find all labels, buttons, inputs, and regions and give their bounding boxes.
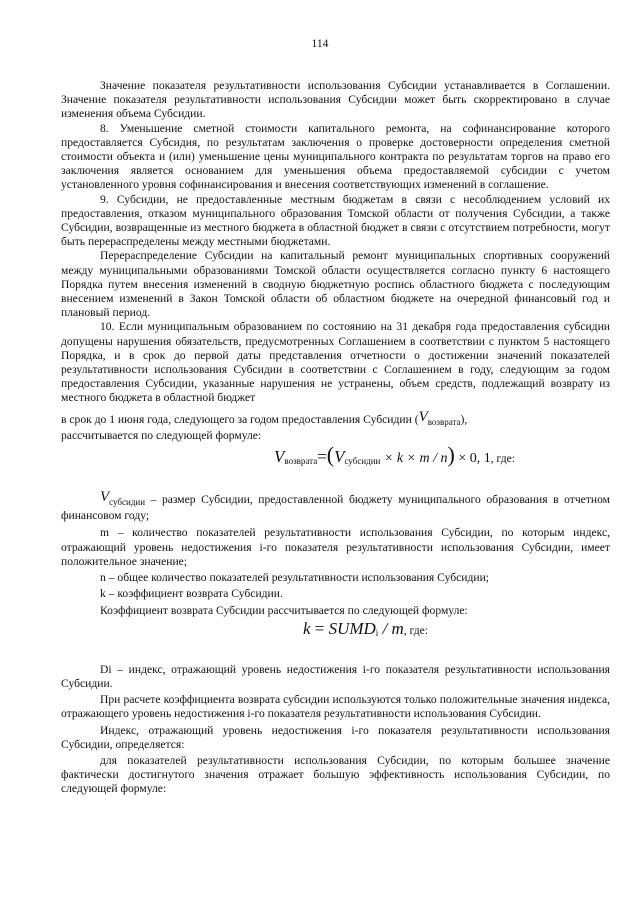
formula2-lhs: k xyxy=(302,618,311,638)
paragraph-greater-value: для показателей результативности использования Субсидии, по которым большее значение фактически достигнутого значения отражает большую эффективность использования Субсидии, по следующей формуле: xyxy=(61,753,610,796)
formula-return-coefficient xyxy=(61,618,610,644)
formula1-rparen: ) xyxy=(447,442,455,468)
paragraph-formula-intro: рассчитывается по следующей формуле: xyxy=(61,428,262,442)
paragraph-redistribution: Перераспределение Субсидии на капитальный ремонт муниципальных спортивных сооружений между муниципальными образованиями Томской области осуществляется согласно пункту 6 настоящего Порядка путем внесения изменений в сводную бюджетную роспись областного бюджета с последующим внесением изменений в Закон Томской области об областном бюджете на очередной финансовый год и плановый период. xyxy=(61,249,610,320)
definition-k: k – коэффициент возврата Субсидии. xyxy=(100,587,283,601)
definition-n: n – общее количество показателей результативности использования Субсидии; xyxy=(100,571,490,585)
deadline-text: в срок до 1 июня года, следующего за годом предоставления Субсидии ( xyxy=(61,412,419,426)
def-v-symbol: V xyxy=(100,489,110,506)
paragraph-coefficient-intro: Коэффициент возврата Субсидии рассчитывается по следующей формуле: xyxy=(100,603,468,617)
formula1-lhs-v: V xyxy=(274,447,285,467)
formula2-sum: SUMD xyxy=(328,618,376,638)
def-v-subscript: субсидии xyxy=(109,497,146,508)
v-return-symbol: V xyxy=(418,408,428,425)
formula2-rest: / m xyxy=(378,618,404,638)
page-number: 114 xyxy=(311,37,329,50)
document-body xyxy=(61,79,610,797)
formula1-where: , где: xyxy=(490,452,515,466)
v-return-subscript: возврата xyxy=(427,416,461,427)
formula1-lparen: ( xyxy=(326,442,335,468)
formula1-rest: × k × m / n xyxy=(380,451,448,467)
paragraph-indicator-value: Значение показателя результативности использования Субсидии устанавливается в Соглашении. Значение показателя результативности использования Субсидии может быть скорректировано в случае изменения объема Субсидии. xyxy=(61,79,610,121)
formula1-eq: = xyxy=(317,447,327,467)
definition-v-subsidy xyxy=(61,490,610,523)
formula1-v: V xyxy=(334,447,345,467)
paragraph-item-9: 9. Субсидии, не предоставленные местным бюджетам в связи с несоблюдением условий их предоставления, отказом муниципального образования Томской области от получения Субсидии, а также Субсидии, возвращенные из местного бюджета в областной бюджет в связи с отсутствием потребности, могут быть перераспределены между местными бюджетами. xyxy=(61,192,610,249)
paragraph-item-8: 8. Уменьшение сметной стоимости капитального ремонта, на софинансирование которого предоставляется Субсидия, по результатам заключения о проверке достоверности определения сметной стоимости объекта и (или) уменьшение цены муниципального контракта по результатам торгов на право его заключения является основанием для уменьшения объема предоставляемой субсидии с учетом установленного уровня софинансирования и внесения соответствующих изменений в соглашение. xyxy=(61,121,610,192)
formula2-where: , где: xyxy=(403,623,429,637)
definition-m: m – количество показателей результативности использования Субсидии, по которым индекс, отражающий уровень недостижения i-го показателя результативности использования Субсидии, имеет положительное значение; xyxy=(61,526,610,568)
paragraph-item-10-deadline xyxy=(61,410,610,429)
formula2-eq: = xyxy=(310,618,329,638)
definition-di: Di – индекс, отражающий уровень недостижения i-го показателя результативности использования Субсидии. xyxy=(61,662,610,690)
formula2-sub-i: i xyxy=(375,627,379,638)
formula1-tail: × 0, 1 xyxy=(454,451,491,467)
paragraph-positive-values: При расчете коэффициента возврата субсидии используются только положительные значения индекса, отражающего уровень недостижения i-го показателя результативности использования Субсидии. xyxy=(61,693,610,721)
def-v-text: – размер Субсидии, предоставленной бюджету муниципального образования в отчетном финансовом году; xyxy=(61,493,610,523)
paragraph-index-defined: Индекс, отражающий уровень недостижения i-го показателя результативности использования Субсидии, определяется: xyxy=(61,723,610,751)
formula1-lhs-sub: возврата xyxy=(284,456,318,467)
deadline-close: ), xyxy=(460,412,468,426)
paragraph-item-10: 10. Если муниципальным образованием по состоянию на 31 декабря года предоставления субсидии допущены нарушения обязательств, предусмотренных Соглашением в соответствии с пунктом 5 настоящего Порядка, и в срок до первой даты представления отчетности о достижении значений показателей результативности использования Субсидии в соответствии с Соглашением в году, следующим за годом предоставления Субсидии, указанные нарушения не устранены, объем средств, подлежащий возврату из местного бюджета в областной бюджет xyxy=(61,320,610,405)
formula1-v-sub: субсидии xyxy=(344,456,381,467)
formula-return-volume xyxy=(61,444,610,470)
